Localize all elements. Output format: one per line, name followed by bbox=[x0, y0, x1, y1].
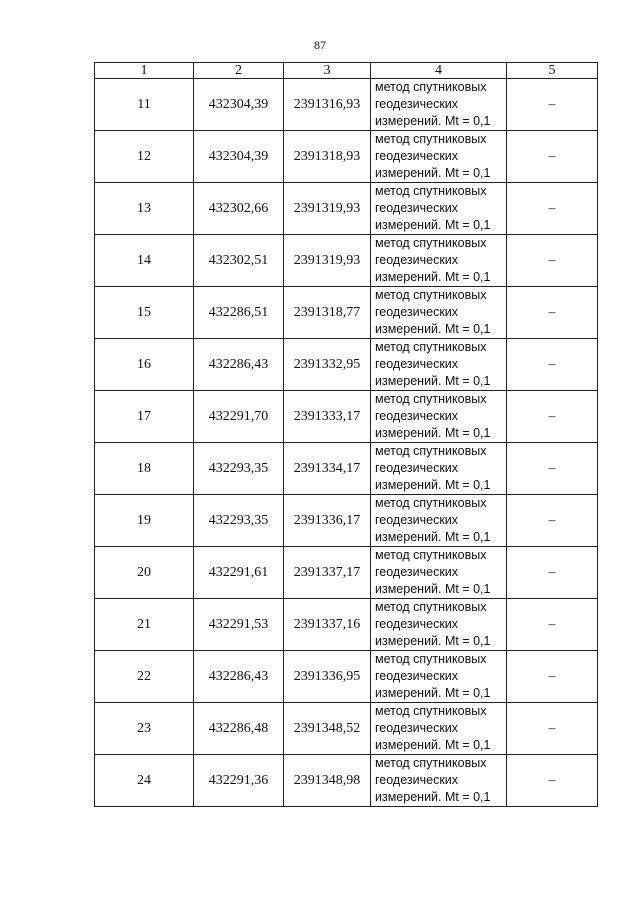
coord-x-cell: 432304,39 bbox=[194, 79, 284, 131]
coord-y-cell: 2391348,52 bbox=[284, 703, 371, 755]
coord-x-cell: 432302,66 bbox=[194, 183, 284, 235]
method-line: метод спутниковых bbox=[375, 392, 487, 406]
method-line: метод спутниковых bbox=[375, 756, 487, 770]
table-row bbox=[95, 131, 598, 183]
table-row bbox=[95, 547, 598, 599]
method-line: измерений. Mt = 0,1 bbox=[375, 686, 491, 700]
method-cell bbox=[371, 79, 507, 131]
point-number-cell: 22 bbox=[95, 651, 194, 703]
coord-x-cell: 432304,39 bbox=[194, 131, 284, 183]
table-header-row bbox=[95, 63, 598, 79]
method-cell bbox=[371, 131, 507, 183]
method-cell bbox=[371, 183, 507, 235]
note-cell: – bbox=[507, 443, 598, 495]
coord-y-cell: 2391337,17 bbox=[284, 547, 371, 599]
method-line: геодезических bbox=[375, 97, 459, 111]
method-line: метод спутниковых bbox=[375, 132, 487, 146]
note-cell: – bbox=[507, 287, 598, 339]
method-line: измерений. Mt = 0,1 bbox=[375, 166, 491, 180]
method-cell bbox=[371, 443, 507, 495]
table-row bbox=[95, 287, 598, 339]
method-line: измерений. Mt = 0,1 bbox=[375, 582, 491, 596]
coord-y-cell: 2391318,93 bbox=[284, 131, 371, 183]
point-number-cell: 24 bbox=[95, 755, 194, 807]
note-cell: – bbox=[507, 651, 598, 703]
note-cell: – bbox=[507, 183, 598, 235]
method-line: метод спутниковых bbox=[375, 288, 487, 302]
coord-y-cell: 2391336,17 bbox=[284, 495, 371, 547]
method-line: метод спутниковых bbox=[375, 444, 487, 458]
method-cell bbox=[371, 651, 507, 703]
method-line: метод спутниковых bbox=[375, 184, 487, 198]
method-cell bbox=[371, 235, 507, 287]
point-number-cell: 12 bbox=[95, 131, 194, 183]
table-row bbox=[95, 443, 598, 495]
coord-x-cell: 432291,61 bbox=[194, 547, 284, 599]
header-cell-1: 1 bbox=[95, 63, 194, 79]
coord-y-cell: 2391336,95 bbox=[284, 651, 371, 703]
coord-x-cell: 432293,35 bbox=[194, 443, 284, 495]
table-row bbox=[95, 495, 598, 547]
coord-x-cell: 432291,53 bbox=[194, 599, 284, 651]
coord-y-cell: 2391348,98 bbox=[284, 755, 371, 807]
point-number-cell: 21 bbox=[95, 599, 194, 651]
coord-y-cell: 2391334,17 bbox=[284, 443, 371, 495]
method-line: измерений. Mt = 0,1 bbox=[375, 738, 491, 752]
note-cell: – bbox=[507, 391, 598, 443]
point-number-cell: 19 bbox=[95, 495, 194, 547]
note-cell: – bbox=[507, 235, 598, 287]
note-cell: – bbox=[507, 703, 598, 755]
coord-x-cell: 432291,70 bbox=[194, 391, 284, 443]
method-line: геодезических bbox=[375, 565, 459, 579]
method-line: метод спутниковых bbox=[375, 80, 487, 94]
method-line: метод спутниковых bbox=[375, 548, 487, 562]
coord-x-cell: 432286,51 bbox=[194, 287, 284, 339]
page-number: 87 bbox=[314, 38, 326, 52]
method-line: геодезических bbox=[375, 513, 459, 527]
coord-x-cell: 432286,43 bbox=[194, 651, 284, 703]
table-body bbox=[95, 63, 598, 807]
method-line: метод спутниковых bbox=[375, 236, 487, 250]
method-line: геодезических bbox=[375, 253, 459, 267]
method-line: метод спутниковых bbox=[375, 340, 487, 354]
point-number-cell: 23 bbox=[95, 703, 194, 755]
method-cell bbox=[371, 495, 507, 547]
point-number-cell: 15 bbox=[95, 287, 194, 339]
method-line: измерений. Mt = 0,1 bbox=[375, 478, 491, 492]
method-line: метод спутниковых bbox=[375, 704, 487, 718]
note-cell: – bbox=[507, 755, 598, 807]
table-row bbox=[95, 651, 598, 703]
coord-x-cell: 432302,51 bbox=[194, 235, 284, 287]
note-cell: – bbox=[507, 547, 598, 599]
coord-y-cell: 2391319,93 bbox=[284, 183, 371, 235]
note-cell: – bbox=[507, 79, 598, 131]
coord-y-cell: 2391319,93 bbox=[284, 235, 371, 287]
method-line: метод спутниковых bbox=[375, 652, 487, 666]
method-line: измерений. Mt = 0,1 bbox=[375, 322, 491, 336]
table-row bbox=[95, 79, 598, 131]
coord-y-cell: 2391316,93 bbox=[284, 79, 371, 131]
method-line: геодезических bbox=[375, 201, 459, 215]
method-cell bbox=[371, 547, 507, 599]
method-line: измерений. Mt = 0,1 bbox=[375, 426, 491, 440]
header-cell-5: 5 bbox=[507, 63, 598, 79]
header-cell-4: 4 bbox=[371, 63, 507, 79]
coord-y-cell: 2391337,16 bbox=[284, 599, 371, 651]
note-cell: – bbox=[507, 339, 598, 391]
method-line: измерений. Mt = 0,1 bbox=[375, 114, 491, 128]
table-row bbox=[95, 235, 598, 287]
point-number-cell: 13 bbox=[95, 183, 194, 235]
coord-y-cell: 2391333,17 bbox=[284, 391, 371, 443]
method-cell bbox=[371, 287, 507, 339]
method-line: измерений. Mt = 0,1 bbox=[375, 530, 491, 544]
table-row bbox=[95, 339, 598, 391]
point-number-cell: 17 bbox=[95, 391, 194, 443]
method-line: геодезических bbox=[375, 773, 459, 787]
method-line: измерений. Mt = 0,1 bbox=[375, 218, 491, 232]
method-line: геодезических bbox=[375, 721, 459, 735]
method-line: измерений. Mt = 0,1 bbox=[375, 790, 491, 804]
coordinates-table bbox=[94, 62, 598, 807]
note-cell: – bbox=[507, 495, 598, 547]
method-line: измерений. Mt = 0,1 bbox=[375, 270, 491, 284]
method-cell bbox=[371, 391, 507, 443]
method-cell bbox=[371, 755, 507, 807]
method-cell bbox=[371, 703, 507, 755]
method-cell bbox=[371, 599, 507, 651]
table-row bbox=[95, 183, 598, 235]
method-line: геодезических bbox=[375, 409, 459, 423]
method-line: измерений. Mt = 0,1 bbox=[375, 634, 491, 648]
note-cell: – bbox=[507, 131, 598, 183]
method-line: геодезических bbox=[375, 305, 459, 319]
method-line: геодезических bbox=[375, 461, 459, 475]
table-row bbox=[95, 599, 598, 651]
method-line: геодезических bbox=[375, 669, 459, 683]
method-line: измерений. Mt = 0,1 bbox=[375, 374, 491, 388]
table-row bbox=[95, 755, 598, 807]
point-number-cell: 16 bbox=[95, 339, 194, 391]
coord-y-cell: 2391332,95 bbox=[284, 339, 371, 391]
header-cell-3: 3 bbox=[284, 63, 371, 79]
method-line: метод спутниковых bbox=[375, 600, 487, 614]
coord-y-cell: 2391318,77 bbox=[284, 287, 371, 339]
coord-x-cell: 432286,43 bbox=[194, 339, 284, 391]
point-number-cell: 20 bbox=[95, 547, 194, 599]
point-number-cell: 14 bbox=[95, 235, 194, 287]
coord-x-cell: 432286,48 bbox=[194, 703, 284, 755]
point-number-cell: 11 bbox=[95, 79, 194, 131]
header-cell-2: 2 bbox=[194, 63, 284, 79]
method-line: геодезических bbox=[375, 357, 459, 371]
table-row bbox=[95, 703, 598, 755]
note-cell: – bbox=[507, 599, 598, 651]
coord-x-cell: 432293,35 bbox=[194, 495, 284, 547]
table-row bbox=[95, 391, 598, 443]
coord-x-cell: 432291,36 bbox=[194, 755, 284, 807]
method-cell bbox=[371, 339, 507, 391]
method-line: геодезических bbox=[375, 149, 459, 163]
method-line: метод спутниковых bbox=[375, 496, 487, 510]
method-line: геодезических bbox=[375, 617, 459, 631]
point-number-cell: 18 bbox=[95, 443, 194, 495]
